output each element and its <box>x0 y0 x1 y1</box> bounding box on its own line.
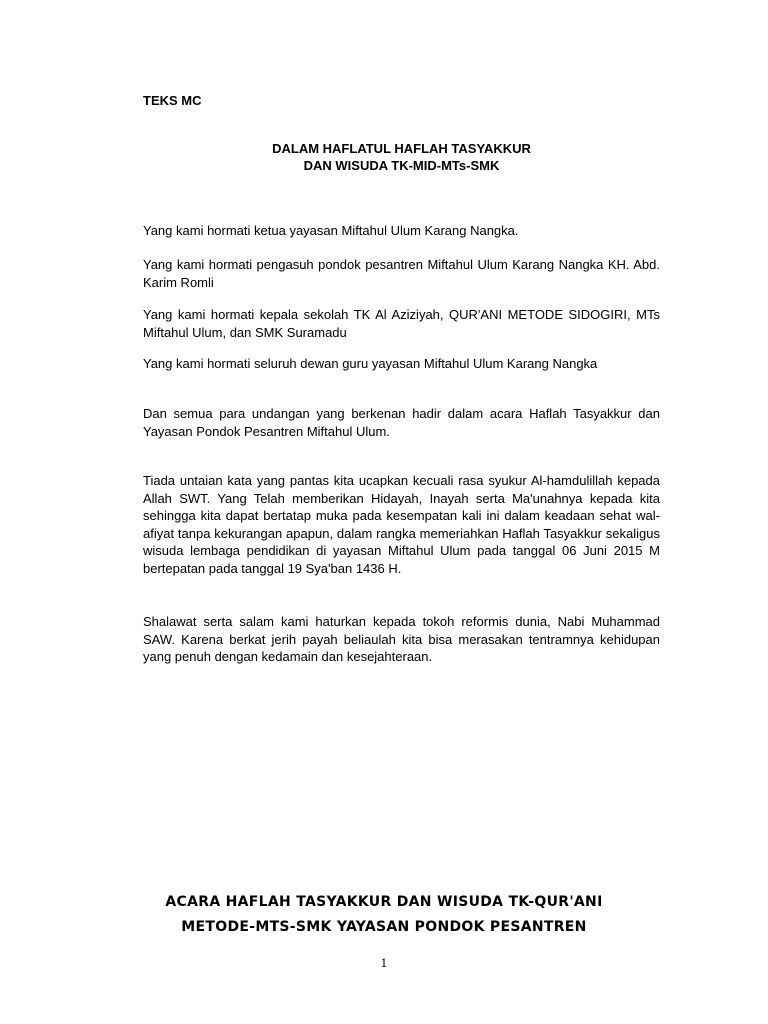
greeting-paragraph: Yang kami hormati ketua yayasan Miftahul Ulum Karang Nangka. <box>143 223 519 238</box>
greeting-paragraph: Yang kami hormati kepala sekolah TK Al Aziziyah, QUR'ANI METODE SIDOGIRI, MTs Miftahul Ulum, dan SMK Suramadu <box>143 307 660 340</box>
section-title-line: METODE-MTS-SMK YAYASAN PONDOK PESANTREN <box>181 919 587 935</box>
greeting-paragraph: Dan semua para undangan yang berkenan hadir dalam acara Haflah Tasyakkur dan Yayasan Pondok Pesantren Miftahul Ulum. <box>143 406 660 439</box>
greeting-paragraph: Yang kami hormati seluruh dewan guru yayasan Miftahul Ulum Karang Nangka <box>143 356 598 371</box>
section-title-line: ACARA HAFLAH TASYAKKUR DAN WISUDA TK-QUR'ANI <box>165 894 603 910</box>
document-subtitle <box>143 140 660 174</box>
subtitle-line: DAN WISUDA TK-MID-MTs-SMK <box>303 158 500 173</box>
section-title <box>100 890 668 940</box>
subtitle-line: DALAM HAFLATUL HAFLAH TASYAKKUR <box>272 141 531 156</box>
greeting-paragraph: Yang kami hormati pengasuh pondok pesantren Miftahul Ulum Karang Nangka KH. Abd. Karim Romli <box>143 257 660 290</box>
body-paragraph: Tiada untaian kata yang pantas kita ucapkan kecuali rasa syukur Al-hamdulillah kepada Allah SWT. Yang Telah memberikan Hidayah, Inayah serta Ma'unahnya kepada kita sehingga kita dapat bertatap muka pada kesempatan kali ini dalam keadaan sehat wal-afiyat tanpa kekurangan apapun, dalam rangka memeriahkan Haflah Tasyakkur sekaligus wisuda lembaga pendidikan di yayasan Miftahul Ulum pada tanggal 06 Juni 2015 M bertepatan pada tanggal 19 Sya'ban 1436 H. <box>143 473 660 576</box>
page-number: 1 <box>380 957 388 970</box>
document-label: TEKS MC <box>143 93 202 108</box>
body-paragraph: Shalawat serta salam kami haturkan kepada tokoh reformis dunia, Nabi Muhammad SAW. Karena berkat jerih payah beliaulah kita bisa merasakan tentramnya kehidupan yang penuh dengan kedamain dan kesejahteraan. <box>143 614 660 664</box>
